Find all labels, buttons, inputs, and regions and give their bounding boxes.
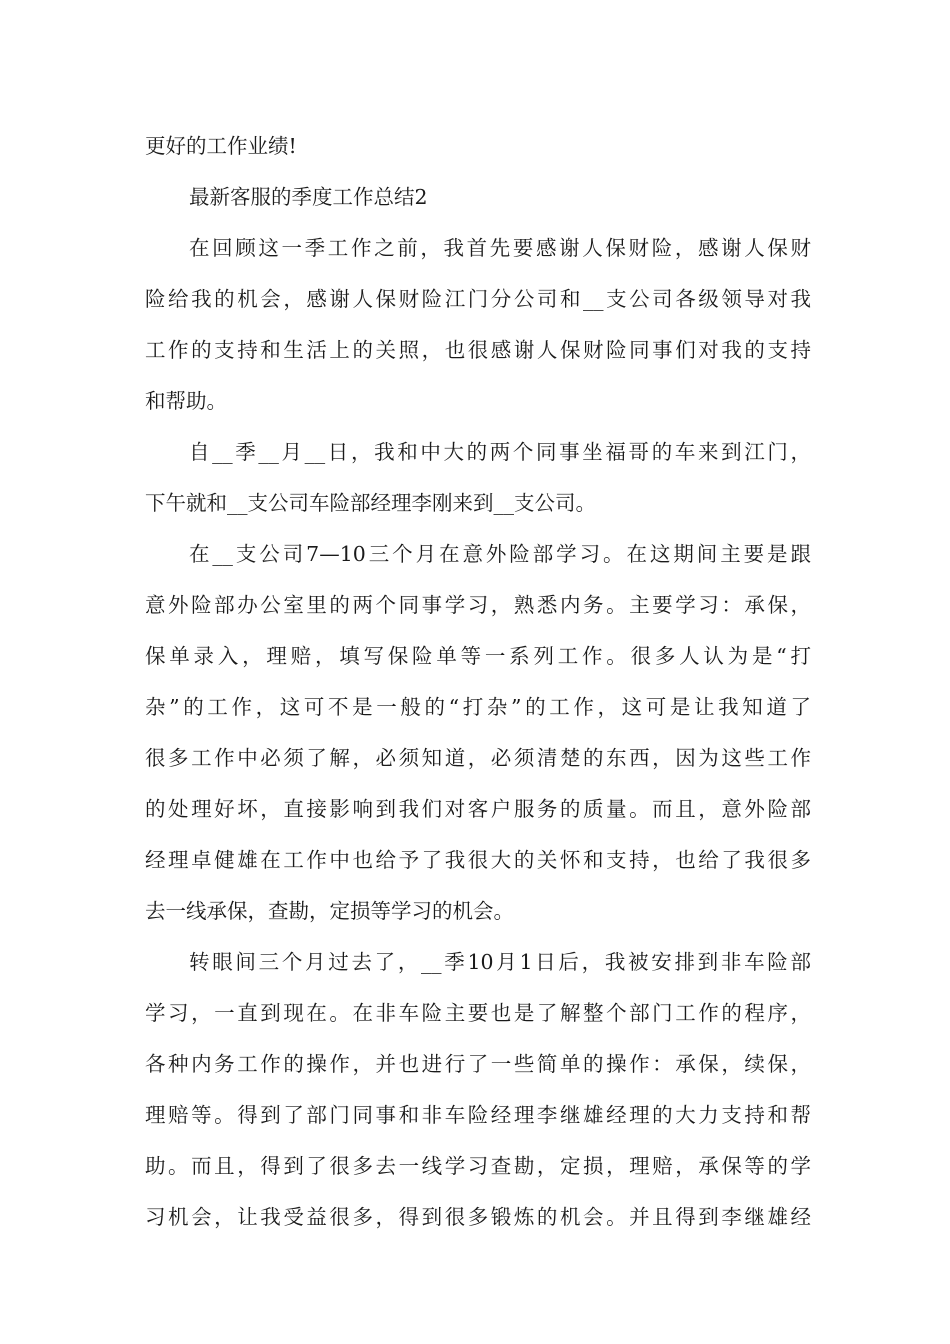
paragraph-line: 习机会，让我受益很多，得到很多锻炼的机会。并且得到李继雄经 xyxy=(145,1205,811,1229)
paragraph-line: 助。而且，得到了很多去一线学习查勘，定损，理赔，承保等的学 xyxy=(145,1154,811,1178)
paragraph-line: 保单录入，理赔，填写保险单等一系列工作。很多人认为是“打 xyxy=(145,644,811,668)
paragraph-line: 很多工作中必须了解，必须知道，必须清楚的东西，因为这些工作 xyxy=(145,746,811,770)
section-heading: 最新客服的季度工作总结2 xyxy=(189,185,428,209)
paragraph-line: 理赔等。得到了部门同事和非车险经理李继雄经理的大力支持和帮 xyxy=(145,1103,811,1127)
paragraph-line: 在__支公司7—10三个月在意外险部学习。在这期间主要是跟 xyxy=(189,542,811,566)
paragraph-line: 学习，一直到现在。在非车险主要也是了解整个部门工作的程序， xyxy=(145,1001,811,1025)
paragraph-line: 的处理好坏，直接影响到我们对客户服务的质量。而且，意外险部 xyxy=(145,797,811,821)
paragraph-line: 险给我的机会，感谢人保财险江门分公司和__支公司各级领导对我 xyxy=(145,287,811,311)
paragraph-line: 下午就和__支公司车险部经理李刚来到__支公司。 xyxy=(145,491,596,515)
paragraph-line: 转眼间三个月过去了，__季10月1日后，我被安排到非车险部 xyxy=(189,950,811,974)
paragraph-line: 工作的支持和生活上的关照，也很感谢人保财险同事们对我的支持 xyxy=(145,338,811,362)
paragraph-line: 经理卓健雄在工作中也给予了我很大的关怀和支持，也给了我很多 xyxy=(145,848,811,872)
paragraph-line: 更好的工作业绩! xyxy=(145,134,297,158)
paragraph-line: 自__季__月__日，我和中大的两个同事坐福哥的车来到江门， xyxy=(189,440,811,464)
paragraph-line: 意外险部办公室里的两个同事学习，熟悉内务。主要学习：承保， xyxy=(145,593,811,617)
paragraph-line: 在回顾这一季工作之前，我首先要感谢人保财险，感谢人保财 xyxy=(189,236,811,260)
paragraph-line: 杂”的工作，这可不是一般的“打杂”的工作，这可是让我知道了 xyxy=(145,695,811,719)
paragraph-line: 去一线承保，查勘，定损等学习的机会。 xyxy=(145,899,514,923)
paragraph-line: 各种内务工作的操作，并也进行了一些简单的操作：承保，续保， xyxy=(145,1052,811,1076)
paragraph-line: 和帮助。 xyxy=(145,389,227,413)
document-body xyxy=(145,121,811,1243)
